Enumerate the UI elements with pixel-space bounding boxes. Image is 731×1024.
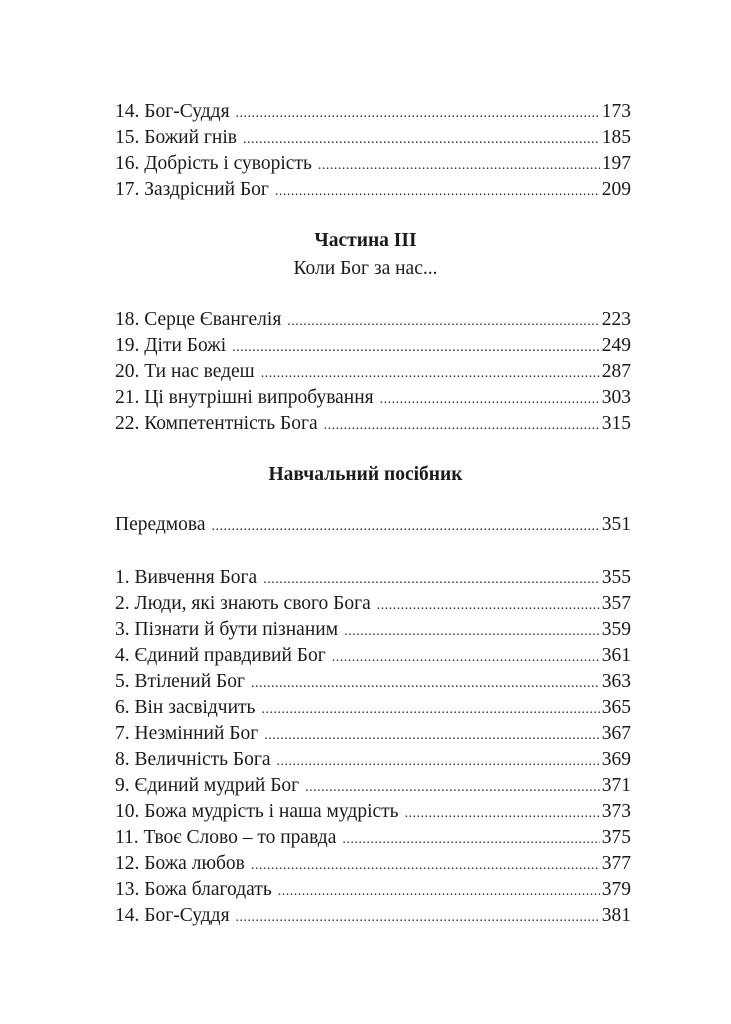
toc-entry — [115, 825, 631, 851]
toc-entry — [115, 695, 631, 721]
dot-leader — [318, 153, 600, 179]
entry-page: 367 — [601, 723, 631, 744]
toc-list-guide — [115, 565, 631, 929]
toc-entry — [115, 177, 631, 203]
entry-page: 361 — [601, 645, 631, 666]
entry-page: 375 — [601, 827, 631, 848]
entry-title: 10. Божа мудрість і наша мудрість — [115, 801, 399, 822]
dot-leader — [236, 101, 600, 127]
entry-page: 355 — [601, 567, 631, 588]
entry-title: 22. Компетентність Бога — [115, 413, 318, 434]
toc-entry — [115, 617, 631, 643]
entry-page: 223 — [601, 309, 631, 330]
part3-heading: Частина III — [314, 230, 417, 251]
toc-entry — [115, 307, 631, 333]
toc-entry — [115, 512, 631, 538]
dot-leader — [278, 879, 600, 905]
entry-title: 18. Серце Євангелія — [115, 309, 282, 330]
dot-leader — [275, 179, 600, 205]
toc-entry — [115, 773, 631, 799]
dot-leader — [261, 697, 599, 723]
entry-page: 357 — [601, 593, 631, 614]
toc-entry — [115, 125, 631, 151]
entry-page: 351 — [601, 514, 631, 535]
dot-leader — [236, 905, 600, 931]
toc-list-part3 — [115, 307, 631, 437]
toc-entry — [115, 359, 631, 385]
entry-page: 315 — [601, 413, 631, 434]
entry-title: Передмова — [115, 514, 206, 535]
dot-leader — [324, 413, 600, 439]
entry-page: 173 — [601, 101, 631, 122]
entry-title: 3. Пізнати й бути пізнаним — [115, 619, 339, 640]
entry-page: 185 — [601, 127, 631, 148]
entry-page: 249 — [601, 335, 631, 356]
entry-title: 14. Бог-Суддя — [115, 101, 230, 122]
part3-subheading: Коли Бог за нас... — [293, 258, 438, 279]
entry-page: 381 — [601, 905, 631, 926]
toc-entry — [115, 411, 631, 437]
entry-title: 2. Люди, які знають свого Бога — [115, 593, 371, 614]
entry-title: 8. Величність Бога — [115, 749, 271, 770]
entry-page: 359 — [601, 619, 631, 640]
entry-title: 11. Твоє Слово – то правда — [115, 827, 337, 848]
entry-title: 13. Божа благодать — [115, 879, 272, 900]
dot-leader — [243, 127, 600, 153]
entry-page: 371 — [601, 775, 631, 796]
entry-title: 1. Вивчення Бога — [115, 567, 258, 588]
entry-title: 9. Єдиний мудрий Бог — [115, 775, 300, 796]
entry-page: 369 — [601, 749, 631, 770]
entry-title: 12. Божа любов — [115, 853, 245, 874]
toc-entry — [115, 385, 631, 411]
dot-leader — [251, 853, 600, 879]
toc-entry — [115, 333, 631, 359]
entry-title: 7. Незмінний Бог — [115, 723, 259, 744]
guide-heading: Навчальний посібник — [268, 464, 463, 485]
entry-title: 16. Добрість і суворість — [115, 153, 312, 174]
dot-leader — [263, 567, 600, 593]
entry-title: 19. Діти Божі — [115, 335, 227, 356]
toc-entry — [115, 591, 631, 617]
entry-page: 363 — [601, 671, 631, 692]
entry-title: 21. Ці внутрішні випробування — [115, 387, 374, 408]
toc-entry — [115, 643, 631, 669]
toc-entry — [115, 565, 631, 591]
toc-entry — [115, 721, 631, 747]
dot-leader — [261, 361, 600, 387]
dot-leader — [342, 827, 599, 853]
entry-page: 373 — [601, 801, 631, 822]
toc-entry — [115, 799, 631, 825]
toc-entry — [115, 903, 631, 929]
dot-leader — [232, 335, 600, 361]
dot-leader — [332, 645, 600, 671]
entry-title: 17. Заздрісний Бог — [115, 179, 269, 200]
dot-leader — [405, 801, 600, 827]
dot-leader — [287, 309, 599, 335]
entry-page: 209 — [601, 179, 631, 200]
entry-title: 20. Ти нас ведеш — [115, 361, 255, 382]
dot-leader — [305, 775, 600, 801]
entry-title: 4. Єдиний правдивий Бог — [115, 645, 326, 666]
toc-entry — [115, 851, 631, 877]
entry-page: 377 — [601, 853, 631, 874]
dot-leader — [377, 593, 600, 619]
toc-list-part2 — [115, 99, 631, 203]
toc-entry — [115, 99, 631, 125]
dot-leader — [277, 749, 600, 775]
toc-entry — [115, 669, 631, 695]
dot-leader — [380, 387, 600, 413]
entry-title: 5. Втілений Бог — [115, 671, 245, 692]
entry-title: 15. Божий гнів — [115, 127, 237, 148]
entry-title: 6. Він засвідчить — [115, 697, 256, 718]
dot-leader — [212, 514, 600, 540]
toc-list-preface — [115, 512, 631, 538]
toc-entry — [115, 877, 631, 903]
dot-leader — [264, 723, 600, 749]
dot-leader — [344, 619, 600, 645]
entry-page: 365 — [601, 697, 631, 718]
toc-entry — [115, 747, 631, 773]
entry-title: 14. Бог-Суддя — [115, 905, 230, 926]
entry-page: 287 — [601, 361, 631, 382]
entry-page: 379 — [601, 879, 631, 900]
entry-page: 303 — [601, 387, 631, 408]
toc-entry — [115, 151, 631, 177]
entry-page: 197 — [601, 153, 631, 174]
dot-leader — [251, 671, 600, 697]
